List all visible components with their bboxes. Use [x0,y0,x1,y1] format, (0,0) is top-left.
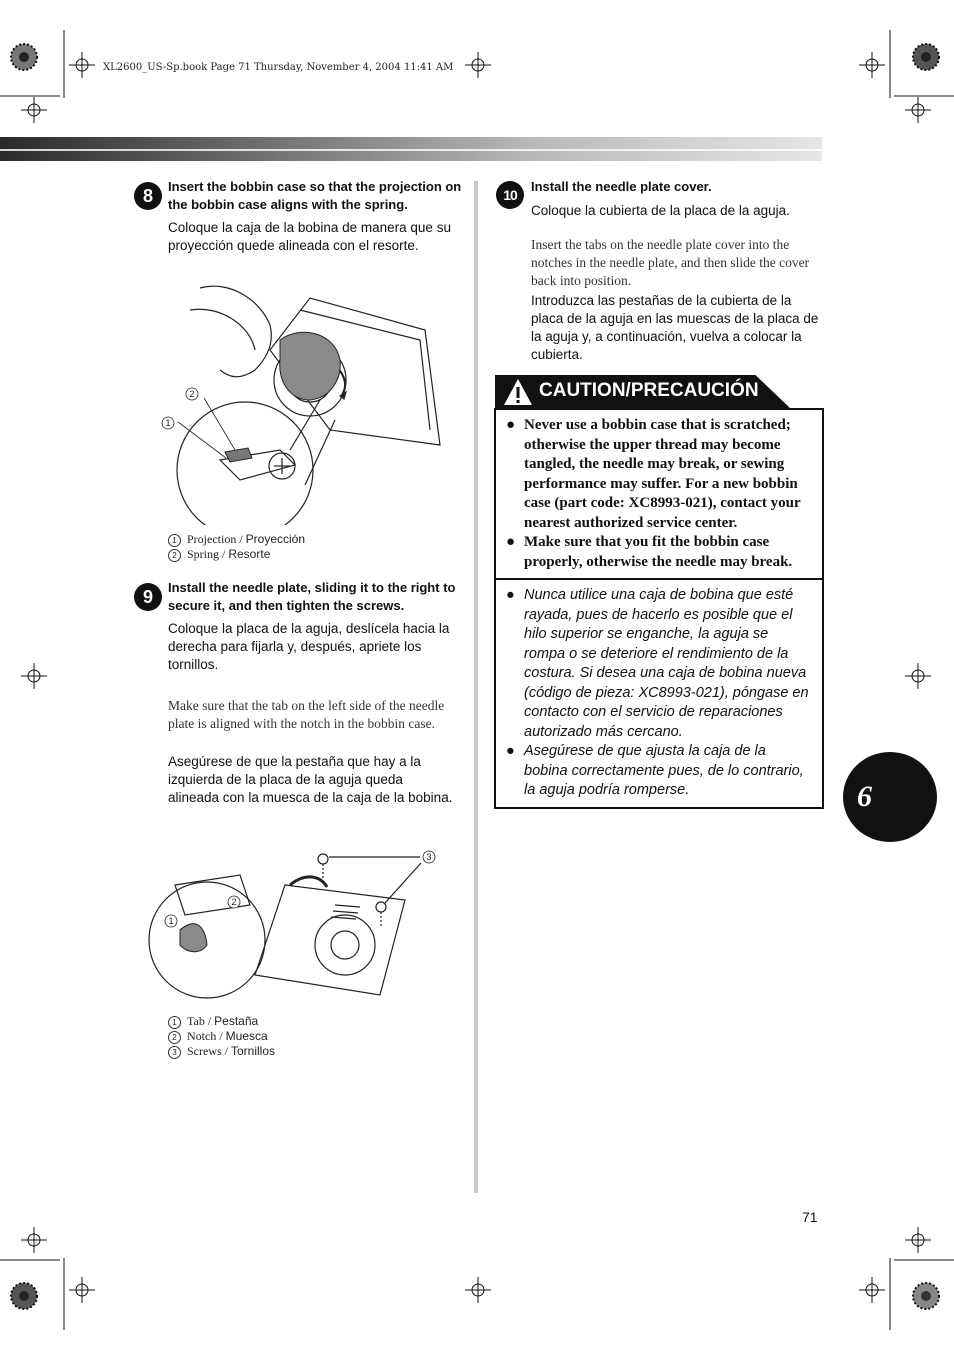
callout-tab: 1 Tab / Pestaña [168,1014,458,1029]
caution-box [494,408,824,809]
svg-text:3: 3 [426,852,432,862]
callout-projection: 1 Projection / Proyección [168,532,458,547]
step-10-note-en: Insert the tabs on the needle plate cover into the notches in the needle plate, and then slide the cover back into position. [531,237,810,288]
step-9-title: Install the needle plate, sliding it to the right to secure it, and then tighten the screws. [168,580,456,613]
step-10-number: 10 [496,181,524,209]
book-info-header: XL2600_US-Sp.book Page 71 Thursday, November 4, 2004 11:41 AM [103,62,454,73]
step-9-text-es: Coloque la placa de la aguja, deslícela hacia la derecha para fijarla y, después, apriete los tornillos. [168,621,450,672]
svg-text:2: 2 [231,897,237,907]
step-10-note-es: Introduzca las pestañas de la cubierta de la placa de la aguja en las muescas de la placa de la aguja y, a continuación, vuelva a colocar la cubierta. [531,293,819,362]
warning-icon [503,378,533,406]
step-10-title: Install the needle plate cover. [531,179,712,194]
caution-es-item: ● Nunca utilice una caja de bobina que esté rayada, pues de hacerlo es posible que el hilo superior se enganche, la aguja se rompa o se deteriore el rendimiento de la costura. Si desea una caja de bobina nueva (código de pieza: XC8993-021), póngase en contacto con el servicio de reparaciones autorizado más cercano. [506,587,809,740]
svg-text:1: 1 [168,916,174,926]
step-10-text-es: Coloque la cubierta de la placa de la aguja. [531,203,790,218]
svg-text:1: 1 [165,418,171,428]
callout-spring: 2 Spring / Resorte [168,547,458,562]
step-8-title: Insert the bobbin case so that the projection on the bobbin case aligns with the spring. [168,179,462,212]
caution-title: CAUTION/PRECAUCIÓN [539,380,759,401]
svg-text:2: 2 [189,389,195,399]
header-band-line [0,149,822,151]
step-9-note-en: Make sure that the tab on the left side of the needle plate is aligned with the notch in the bobbin case. [168,698,445,731]
caution-en-item: ● Never use a bobbin case that is scratched; otherwise the upper thread may become tangled, the needle may break, or sewing performance may suffer. For a new bobbin case (part code: XC8993-021), contact your nearest authorized service center. [506,417,801,531]
caution-english-section [496,410,822,578]
step-8-callouts [168,532,458,562]
bobbin-case-illustration [160,270,460,525]
step-9-callouts [168,1014,458,1059]
needle-plate-illustration [145,845,445,1005]
caution-es-item: ● Asegúrese de que ajusta la caja de la bobina correctamente pues, de lo contrario, la aguja podría romperse. [506,743,804,798]
step-9-note-es: Asegúrese de que la pestaña que hay a la izquierda de la placa de la aguja queda alineada con la muesca de la caja de la bobina. [168,754,453,805]
chapter-tab: 6 [843,752,937,842]
caution-en-item: ● Make sure that you fit the bobbin case properly, otherwise the needle may break. [506,534,793,570]
column-divider [474,181,478,1193]
step-9-number: 9 [134,583,162,611]
step-8-number: 8 [134,182,162,210]
caution-spanish-section [496,578,822,807]
callout-notch: 2 Notch / Muesca [168,1029,458,1044]
page-number: 71 [802,1209,818,1225]
callout-screws: 3 Screws / Tornillos [168,1044,458,1059]
step-8-text-es: Coloque la caja de la bobina de manera que su proyección quede alineada con el resorte. [168,220,451,253]
